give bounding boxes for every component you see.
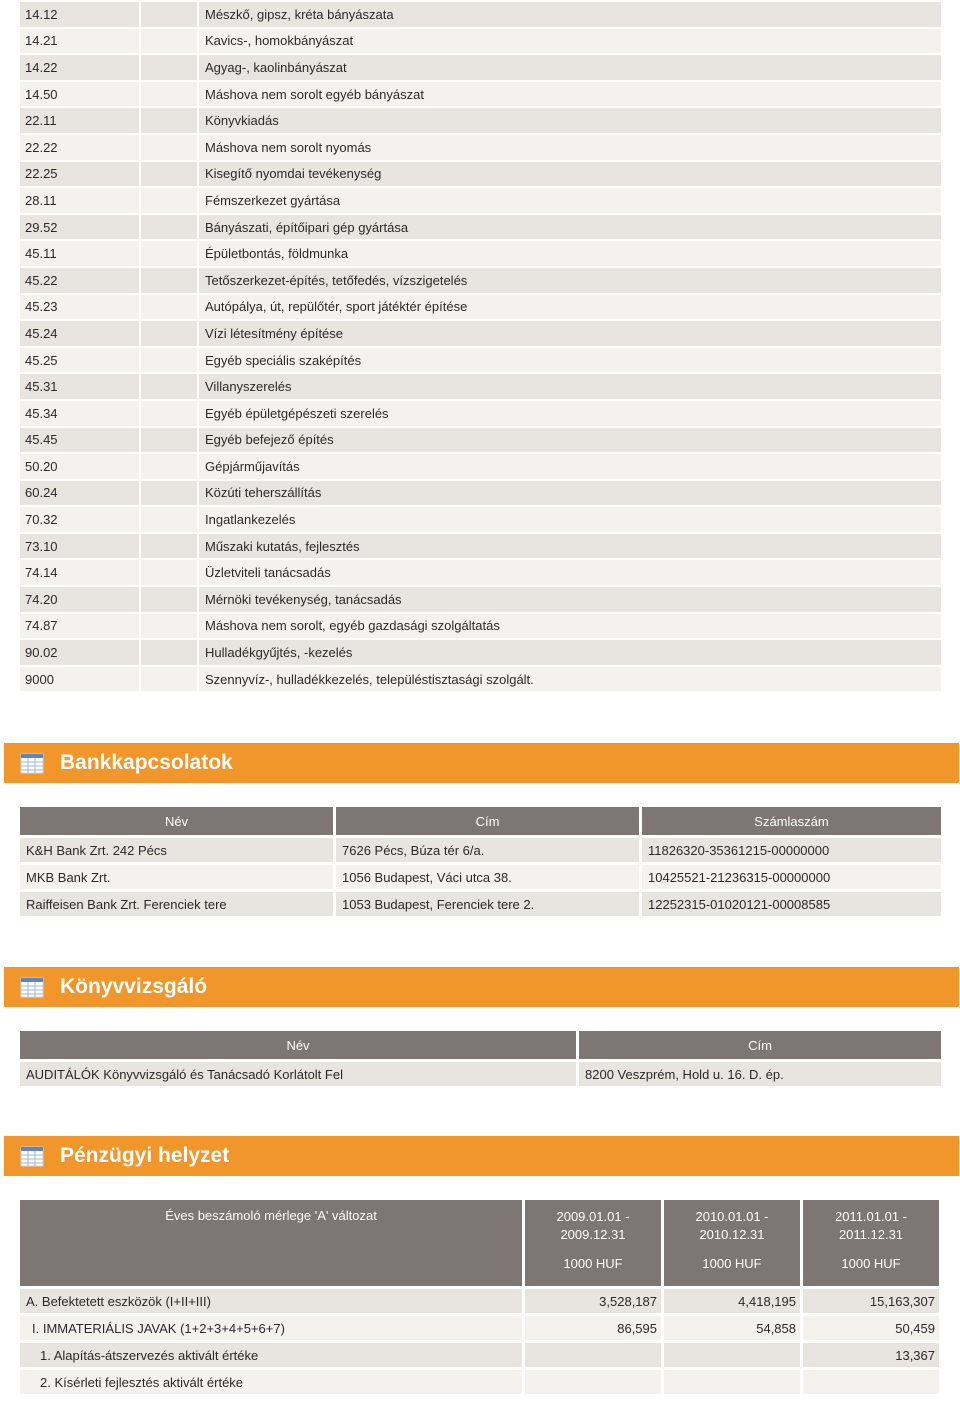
row-value: 3,528,187 — [525, 1289, 661, 1313]
table-row — [20, 892, 941, 916]
row-value — [525, 1343, 661, 1367]
table-header — [20, 807, 941, 835]
table-row — [20, 1289, 941, 1313]
row-value — [525, 1370, 661, 1394]
table-row — [20, 295, 941, 320]
spacer-cell — [141, 640, 197, 665]
row-value: 50,459 — [803, 1316, 939, 1340]
activity-code: 45.24 — [20, 321, 139, 346]
activity-code: 70.32 — [20, 507, 139, 532]
spacer-cell — [141, 241, 197, 266]
row-value — [664, 1370, 800, 1394]
table-row — [20, 865, 941, 889]
period-unit: 1000 HUF — [702, 1256, 762, 1271]
activity-name: Agyag-, kaolinbányászat — [199, 55, 941, 80]
period-from: 2009.01.01 - — [556, 1209, 630, 1224]
activity-name: Műszaki kutatás, fejlesztés — [199, 534, 941, 559]
activity-name: Hulladékgyűjtés, -kezelés — [199, 640, 941, 665]
spacer-cell — [141, 534, 197, 559]
activity-name: Egyéb épületgépészeti szerelés — [199, 401, 941, 426]
spacer-cell — [141, 667, 197, 692]
row-value: 15,163,307 — [803, 1289, 939, 1313]
table-row — [20, 507, 941, 532]
section-title: Könyvvizsgáló — [60, 975, 208, 998]
spacer-cell — [141, 268, 197, 293]
table-row — [20, 667, 941, 692]
spacer-cell — [141, 401, 197, 426]
activity-name: Egyéb speciális szaképítés — [199, 348, 941, 373]
activity-code: 50.20 — [20, 454, 139, 479]
activity-name: Egyéb befejező építés — [199, 428, 941, 453]
table-row — [20, 838, 941, 862]
section-auditor — [4, 967, 959, 1007]
table-row — [20, 348, 941, 373]
activity-code: 29.52 — [20, 215, 139, 240]
table-row — [20, 640, 941, 665]
table-icon — [20, 1145, 44, 1167]
activity-code: 60.24 — [20, 481, 139, 506]
header-label: Éves beszámoló mérlege 'A' változat — [20, 1200, 522, 1286]
section-bank — [4, 743, 959, 783]
activity-code: 14.22 — [20, 55, 139, 80]
spacer-cell — [141, 162, 197, 187]
spacer-cell — [141, 2, 197, 27]
section-title: Bankkapcsolatok — [60, 751, 233, 774]
auditor-name: AUDITÁLÓK Könyvvizsgáló és Tanácsadó Korlátolt Fel — [20, 1062, 576, 1086]
activity-name: Villanyszerelés — [199, 374, 941, 399]
activity-code: 14.12 — [20, 2, 139, 27]
bank-account: 11826320-35361215-00000000 — [642, 838, 941, 862]
activity-code: 74.87 — [20, 614, 139, 639]
table-row — [20, 481, 941, 506]
activity-name: Épületbontás, földmunka — [199, 241, 941, 266]
spacer-cell — [141, 108, 197, 133]
spacer-cell — [141, 481, 197, 506]
bank-name: Raiffeisen Bank Zrt. Ferenciek tere — [20, 892, 333, 916]
spacer-cell — [141, 82, 197, 107]
activity-name: Üzletviteli tanácsadás — [199, 560, 941, 585]
spacer-cell — [141, 295, 197, 320]
section-finance — [4, 1136, 959, 1176]
table-row — [20, 82, 941, 107]
table-row — [20, 268, 941, 293]
table-row — [20, 162, 941, 187]
bank-name: K&H Bank Zrt. 242 Pécs — [20, 838, 333, 862]
activity-name: Szennyvíz-, hulladékkezelés, településtisztasági szolgált. — [199, 667, 941, 692]
header-name: Név — [20, 1031, 576, 1059]
table-row — [20, 135, 941, 160]
table-header — [20, 1031, 941, 1059]
table-row — [20, 321, 941, 346]
row-label: 2. Kísérleti fejlesztés aktivált értéke — [20, 1370, 522, 1394]
table-row — [20, 401, 941, 426]
spacer-cell — [141, 507, 197, 532]
spacer-cell — [141, 560, 197, 585]
bank-table — [20, 807, 941, 919]
spacer-cell — [141, 188, 197, 213]
activity-name: Autópálya, út, repülőtér, sport játéktér építése — [199, 295, 941, 320]
activity-name: Bányászati, építőipari gép gyártása — [199, 215, 941, 240]
table-row — [20, 587, 941, 612]
bank-address: 1053 Budapest, Ferenciek tere 2. — [336, 892, 639, 916]
bank-account: 12252315-01020121-00008585 — [642, 892, 941, 916]
activity-name: Mészkő, gipsz, kréta bányászata — [199, 2, 941, 27]
activity-name: Ingatlankezelés — [199, 507, 941, 532]
activity-name: Fémszerkezet gyártása — [199, 188, 941, 213]
activity-code: 22.25 — [20, 162, 139, 187]
period-unit: 1000 HUF — [841, 1256, 901, 1271]
row-value — [803, 1370, 939, 1394]
header-name: Név — [20, 807, 333, 835]
table-row — [20, 2, 941, 27]
row-value: 4,418,195 — [664, 1289, 800, 1313]
activity-name: Kisegítő nyomdai tevékenység — [199, 162, 941, 187]
activity-name: Gépjárműjavítás — [199, 454, 941, 479]
header-period — [664, 1200, 800, 1286]
activity-code: 45.34 — [20, 401, 139, 426]
table-header — [20, 1200, 941, 1286]
row-label: I. IMMATERIÁLIS JAVAK (1+2+3+4+5+6+7) — [20, 1316, 522, 1340]
table-row — [20, 1343, 941, 1367]
activity-name: Máshova nem sorolt nyomás — [199, 135, 941, 160]
spacer-cell — [141, 348, 197, 373]
table-row — [20, 374, 941, 399]
activity-code: 45.22 — [20, 268, 139, 293]
table-row — [20, 188, 941, 213]
auditor-address: 8200 Veszprém, Hold u. 16. D. ép. — [579, 1062, 941, 1086]
activity-code: 74.14 — [20, 560, 139, 585]
bank-address: 7626 Pécs, Búza tér 6/a. — [336, 838, 639, 862]
spacer-cell — [141, 215, 197, 240]
spacer-cell — [141, 55, 197, 80]
activity-name: Könyvkiadás — [199, 108, 941, 133]
spacer-cell — [141, 614, 197, 639]
table-row — [20, 454, 941, 479]
activity-code: 14.21 — [20, 29, 139, 54]
header-account: Számlaszám — [642, 807, 941, 835]
activity-code: 45.31 — [20, 374, 139, 399]
bank-address: 1056 Budapest, Váci utca 38. — [336, 865, 639, 889]
table-row — [20, 614, 941, 639]
table-row — [20, 55, 941, 80]
spacer-cell — [141, 587, 197, 612]
activity-code: 28.11 — [20, 188, 139, 213]
table-row — [20, 428, 941, 453]
activity-name: Vízi létesítmény építése — [199, 321, 941, 346]
activity-name: Tetőszerkezet-építés, tetőfedés, vízszigetelés — [199, 268, 941, 293]
table-row — [20, 108, 941, 133]
activity-code: 73.10 — [20, 534, 139, 559]
activity-code: 22.22 — [20, 135, 139, 160]
table-icon — [20, 752, 44, 774]
table-row — [20, 241, 941, 266]
table-row — [20, 534, 941, 559]
activity-code: 22.11 — [20, 108, 139, 133]
row-label: 1. Alapítás-átszervezés aktivált értéke — [20, 1343, 522, 1367]
bank-account: 10425521-21236315-00000000 — [642, 865, 941, 889]
table-row — [20, 560, 941, 585]
period-unit: 1000 HUF — [563, 1256, 623, 1271]
spacer-cell — [141, 321, 197, 346]
table-icon — [20, 976, 44, 998]
row-value: 54,858 — [664, 1316, 800, 1340]
bank-name: MKB Bank Zrt. — [20, 865, 333, 889]
activity-code: 90.02 — [20, 640, 139, 665]
row-label: A. Befektetett eszközök (I+II+III) — [20, 1289, 522, 1313]
activity-name: Máshova nem sorolt, egyéb gazdasági szolgáltatás — [199, 614, 941, 639]
spacer-cell — [141, 428, 197, 453]
table-row — [20, 1370, 941, 1394]
activity-table — [20, 2, 941, 693]
table-row — [20, 1316, 941, 1340]
auditor-table — [20, 1031, 941, 1089]
period-to: 2010.12.31 — [699, 1227, 765, 1242]
header-address: Cím — [579, 1031, 941, 1059]
row-value — [664, 1343, 800, 1367]
row-value: 86,595 — [525, 1316, 661, 1340]
header-address: Cím — [336, 807, 639, 835]
period-from: 2011.01.01 - — [834, 1209, 908, 1224]
activity-code: 9000 — [20, 667, 139, 692]
period-to: 2011.12.31 — [838, 1227, 904, 1242]
header-period — [525, 1200, 661, 1286]
activity-name: Mérnöki tevékenység, tanácsadás — [199, 587, 941, 612]
activity-code: 45.25 — [20, 348, 139, 373]
activity-code: 45.45 — [20, 428, 139, 453]
spacer-cell — [141, 454, 197, 479]
table-row — [20, 29, 941, 54]
activity-name: Kavics-, homokbányászat — [199, 29, 941, 54]
activity-code: 45.11 — [20, 241, 139, 266]
header-period — [803, 1200, 939, 1286]
table-row — [20, 1062, 941, 1086]
section-title: Pénzügyi helyzet — [60, 1144, 230, 1167]
spacer-cell — [141, 135, 197, 160]
activity-code: 45.23 — [20, 295, 139, 320]
activity-code: 74.20 — [20, 587, 139, 612]
activity-code: 14.50 — [20, 82, 139, 107]
row-value: 13,367 — [803, 1343, 939, 1367]
activity-name: Máshova nem sorolt egyéb bányászat — [199, 82, 941, 107]
spacer-cell — [141, 374, 197, 399]
table-row — [20, 215, 941, 240]
finance-table — [20, 1200, 941, 1397]
period-from: 2010.01.01 - — [695, 1209, 769, 1224]
period-to: 2009.12.31 — [560, 1227, 626, 1242]
spacer-cell — [141, 29, 197, 54]
activity-name: Közúti teherszállítás — [199, 481, 941, 506]
